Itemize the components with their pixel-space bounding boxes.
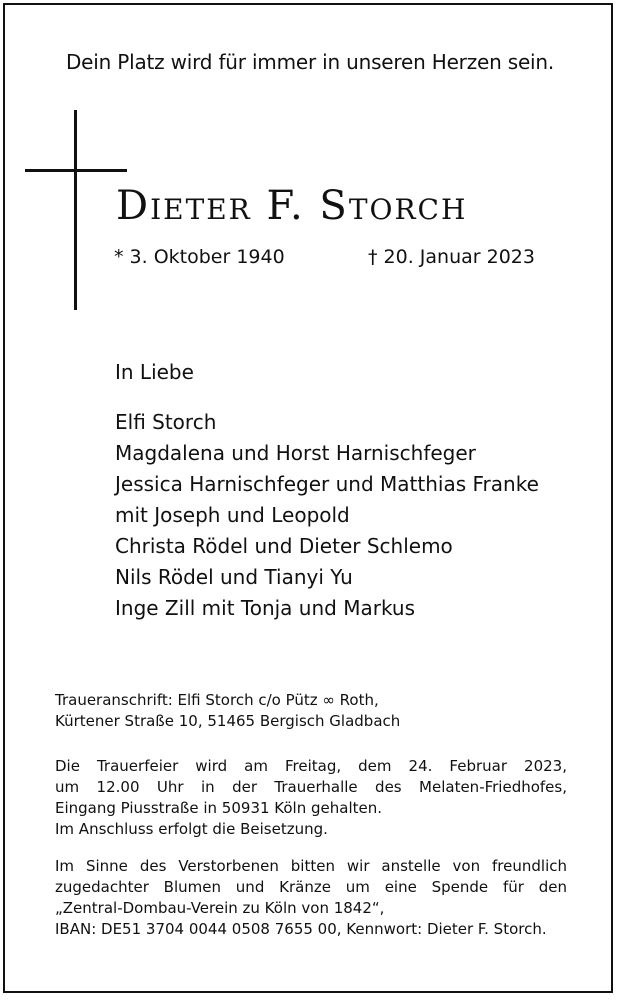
address-line: Kürtener Straße 10, 51465 Bergisch Gladbach xyxy=(55,712,401,730)
ceremony-line: Eingang Piusstraße in 50931 Köln gehalten. xyxy=(55,799,383,817)
mourner-line: Inge Zill mit Tonja und Markus xyxy=(115,596,415,620)
death-date: † 20. Januar 2023 xyxy=(368,246,535,268)
mourners-list xyxy=(115,407,539,624)
cross-icon-horizontal-bar xyxy=(25,169,127,172)
cross-icon-vertical-bar xyxy=(74,110,77,310)
mourner-line: Jessica Harnischfeger und Matthias Franke xyxy=(115,472,539,496)
donation-line: zugedachter Blumen und Kränze um eine Spende für den xyxy=(55,878,567,896)
donation-info xyxy=(55,856,567,940)
deceased-name: Dieter F. Storch xyxy=(116,183,468,229)
mourner-line: mit Joseph und Leopold xyxy=(115,503,350,527)
ceremony-line: Die Trauerfeier wird am Freitag, dem 24. Februar 2023, xyxy=(55,757,567,775)
mourner-line: Christa Rödel und Dieter Schlemo xyxy=(115,534,453,558)
birth-date: * 3. Oktober 1940 xyxy=(114,246,285,268)
motto-text: Dein Platz wird für immer in unseren Herzen sein. xyxy=(65,50,555,74)
mourners-intro: In Liebe xyxy=(115,360,194,384)
mourning-address xyxy=(55,690,567,732)
donation-line: Im Sinne des Verstorbenen bitten wir anstelle von freundlich xyxy=(55,857,567,875)
mourner-line: Elfi Storch xyxy=(115,410,217,434)
ceremony-line: Im Anschluss erfolgt die Beisetzung. xyxy=(55,820,328,838)
donation-line: „Zentral-Dombau-Verein zu Köln von 1842“, xyxy=(55,899,385,917)
mourner-line: Magdalena und Horst Harnischfeger xyxy=(115,441,476,465)
ceremony-line: um 12.00 Uhr in der Trauerhalle des Melaten-Friedhofes, xyxy=(55,778,567,796)
ceremony-info xyxy=(55,756,567,840)
mourner-line: Nils Rödel und Tianyi Yu xyxy=(115,565,353,589)
address-line: Traueranschrift: Elfi Storch c/o Pütz ∞ Roth, xyxy=(55,691,379,709)
donation-line: IBAN: DE51 3704 0044 0508 7655 00, Kennwort: Dieter F. Storch. xyxy=(55,920,547,938)
